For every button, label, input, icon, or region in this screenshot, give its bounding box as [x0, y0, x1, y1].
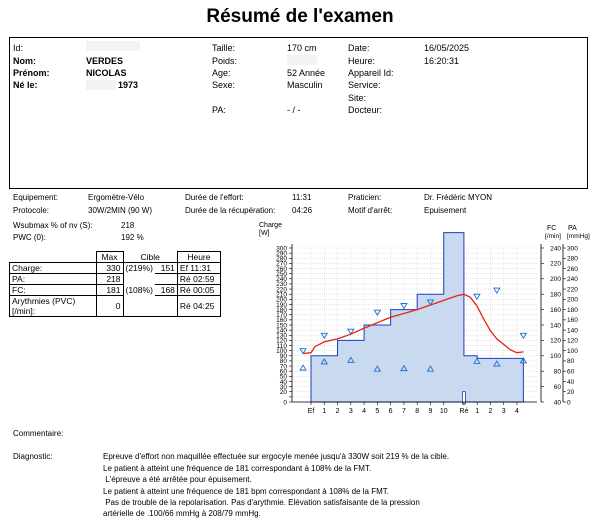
table-row	[10, 296, 221, 317]
left-tick-label: 110	[276, 342, 287, 350]
x-tick-label: 5	[375, 408, 380, 415]
ne-le-label: Né le:	[13, 80, 38, 90]
bp-systolic-marker	[474, 294, 480, 299]
row-heure: Ré 04:25	[177, 296, 220, 317]
left-tick-label: 240	[276, 276, 287, 284]
x-tick-label: 4	[515, 408, 519, 415]
diagnostic-label: Diagnostic:	[13, 452, 53, 461]
redacted-id	[86, 41, 140, 51]
pa-tick-label: 260	[567, 265, 578, 273]
diagnostic-line: Le patient à atteint une fréquence de 181 bpm correspondant à 108% de la FMT.	[103, 487, 389, 496]
x-tick-label: 2	[488, 408, 493, 415]
pa-tick-label: 40	[567, 378, 575, 386]
left-axis-title: Charge	[259, 222, 282, 229]
redacted-poids	[287, 55, 317, 65]
taille-value: 170 cm	[287, 43, 317, 53]
left-tick-label: 190	[276, 301, 287, 309]
row-heure: Ré 02:59	[177, 274, 220, 285]
pa-tick-label: 120	[567, 337, 578, 345]
fc-tick-label: 40	[553, 399, 561, 407]
age-value: 52 Année	[287, 68, 326, 78]
table-row	[10, 274, 221, 285]
x-tick-label: Ré	[459, 408, 469, 415]
stats-header-max: Max	[96, 252, 123, 263]
left-tick-label: 20	[279, 389, 287, 397]
stats-header-cible: Cible	[140, 251, 160, 262]
duree-effort-value: 11:31	[292, 193, 312, 202]
left-tick-label: 150	[276, 322, 287, 330]
sexe-value: Masculin	[287, 80, 323, 90]
stats-table	[9, 251, 221, 317]
left-tick-label: 60	[279, 368, 287, 376]
diagnostic-line: L'épreuve a été arrêtée pour épuisement.	[103, 475, 252, 484]
row-label: FC:	[10, 285, 97, 296]
row-cible: 151	[155, 263, 178, 274]
nom-value: VERDES	[86, 56, 124, 66]
row-max: 218	[96, 274, 123, 285]
fc-tick-label: 120	[550, 337, 561, 345]
sexe-label: Sexe:	[212, 80, 236, 90]
praticien-value: Dr. Frédéric MYON	[424, 193, 493, 202]
stats-header-row	[10, 252, 221, 263]
row-pct: (108%)	[125, 285, 153, 295]
table-row	[10, 285, 221, 296]
left-tick-label: 180	[276, 306, 287, 314]
fc-tick-label: 60	[553, 383, 561, 391]
pa-tick-label: 200	[567, 296, 578, 304]
nom-label: Nom:	[13, 56, 36, 66]
diagnostic-line: Pas de trouble de la repolarisation. Pas d'arythmie. Elévation satisfaisante de la pression	[103, 498, 420, 507]
fc-axis-title: FC	[547, 225, 557, 232]
row-max: 330	[96, 263, 123, 274]
diagnostic-line: Epreuve d'effort non maquillée effectuée sur ergocyle menée jusqu'à 330W soit 219 % de la cible.	[103, 452, 450, 461]
pa-tick-label: 240	[567, 276, 578, 284]
pa-tick-label: 160	[567, 317, 578, 325]
ne-le-value: 1973	[118, 80, 139, 90]
redacted-birthdate	[86, 80, 116, 90]
site-label: Site:	[348, 93, 367, 103]
row-pct	[123, 296, 155, 317]
left-tick-label: 140	[276, 327, 287, 335]
x-tick-label: 10	[439, 408, 448, 415]
page-title: Résumé de l'examen	[206, 6, 394, 27]
x-tick-label: 2	[335, 408, 340, 415]
pa-value: - / -	[287, 105, 301, 115]
stats-header-heure: Heure	[177, 252, 220, 263]
wsubmax-value: 218	[121, 221, 135, 230]
praticien-label: Praticien:	[348, 193, 382, 202]
exercise-chart	[255, 218, 595, 423]
left-tick-label: 270	[276, 260, 287, 268]
row-max: 0	[96, 296, 123, 317]
bp-systolic-marker	[520, 333, 526, 338]
fc-tick-label: 160	[550, 306, 561, 314]
left-tick-label: 70	[279, 363, 287, 371]
left-tick-label: 280	[276, 255, 287, 263]
x-tick-label: 6	[388, 408, 393, 415]
left-tick-label: 30	[279, 383, 287, 391]
fc-tick-label: 220	[550, 260, 561, 268]
pa-tick-label: 300	[567, 245, 578, 253]
fc-tick-label: 100	[550, 353, 561, 361]
motif-value: Epuisement	[424, 206, 467, 215]
row-heure: Ef 11:31	[177, 263, 220, 274]
age-label: Age:	[212, 68, 231, 78]
appareil-label: Appareil Id:	[348, 68, 394, 78]
x-tick-label: 3	[348, 408, 353, 415]
left-tick-label: 130	[276, 332, 287, 340]
left-tick-label: 250	[276, 270, 287, 278]
pa-tick-label: 140	[567, 327, 578, 335]
left-tick-label: 160	[276, 317, 287, 325]
fc-tick-label: 240	[550, 245, 561, 253]
row-heure: Ré 00:05	[177, 285, 220, 296]
left-tick-label: 260	[276, 265, 287, 273]
date-label: Date:	[348, 43, 370, 53]
x-tick-label: 9	[428, 408, 433, 415]
left-tick-label: 50	[279, 373, 287, 381]
left-tick-label: 40	[279, 378, 287, 386]
pwc-value: 192 %	[121, 233, 144, 242]
pa-tick-label: 180	[567, 306, 578, 314]
fc-axis-unit: [/min]	[545, 233, 561, 240]
pa-tick-label: 220	[567, 286, 578, 294]
left-tick-label: 300	[276, 245, 287, 253]
row-pct	[123, 274, 155, 285]
row-max: 181	[96, 285, 123, 296]
row-cible	[155, 296, 178, 317]
left-tick-label: 290	[276, 250, 287, 258]
pa-tick-label: 100	[567, 347, 578, 355]
pa-tick-label: 20	[567, 389, 575, 397]
taille-label: Taille:	[212, 43, 236, 53]
left-axis-unit: [W]	[259, 230, 270, 237]
pa-axis-title: PA	[568, 225, 577, 232]
x-tick-label: 3	[501, 408, 506, 415]
row-label: Charge:	[10, 263, 97, 274]
x-tick-label: 1	[322, 408, 327, 415]
prenom-value: NICOLAS	[86, 68, 127, 78]
motif-label: Motif d'arrêt:	[348, 206, 393, 215]
pwc-label: PWC (0):	[13, 233, 46, 242]
left-tick-label: 210	[276, 291, 287, 299]
x-tick-label: 8	[415, 408, 420, 415]
protocole-label: Protocole:	[13, 206, 50, 215]
left-tick-label: 220	[276, 286, 287, 294]
table-row	[10, 263, 221, 274]
left-tick-label: 200	[276, 296, 287, 304]
duree-effort-label: Durée de l'effort:	[185, 193, 244, 202]
protocole-value: 30W/2MIN (90 W)	[88, 206, 153, 215]
left-tick-label: 100	[276, 347, 287, 355]
diagnostic-line: artérielle de .100/66 mmHg à 208/79 mmHg.	[103, 509, 261, 518]
left-tick-label: 80	[279, 358, 287, 366]
fc-tick-label: 140	[550, 322, 561, 330]
row-label: PA:	[10, 274, 97, 285]
pa-label: PA:	[212, 105, 226, 115]
left-tick-label: 170	[276, 312, 287, 320]
x-tick-label: 1	[475, 408, 480, 415]
pa-tick-label: 0	[567, 399, 571, 407]
left-tick-label: 230	[276, 281, 287, 289]
left-tick-label: 120	[276, 337, 287, 345]
docteur-label: Docteur:	[348, 105, 383, 115]
duree-recup-label: Durée de la récupération:	[185, 206, 276, 215]
duree-recup-value: 04:26	[292, 206, 313, 215]
id-label: Id:	[13, 43, 24, 53]
fc-tick-label: 80	[553, 368, 561, 376]
row-label: Arythmies (PVC)[/min]:	[10, 296, 97, 317]
commentaire-label: Commentaire:	[13, 429, 64, 438]
diagnostic-line: Le patient à atteint une fréquence de 181 correspondant à 108% de la FMT.	[103, 464, 372, 473]
fc-tick-label: 180	[550, 291, 561, 299]
equipement-value: Ergomètre-Vélo	[88, 193, 145, 202]
x-tick-label: 4	[362, 408, 367, 415]
heure-label: Heure:	[348, 56, 376, 66]
heure-value: 16:20:31	[424, 56, 460, 66]
fc-tick-label: 200	[550, 276, 561, 284]
x-tick-label: Ef	[307, 408, 315, 415]
left-tick-label: 90	[279, 353, 287, 361]
date-value: 16/05/2025	[424, 43, 470, 53]
pa-tick-label: 60	[567, 368, 575, 376]
row-pct: (219%)	[123, 263, 155, 274]
wsubmax-label: Wsubmax % of nv (S):	[13, 221, 93, 230]
row-cible: 168	[155, 285, 178, 296]
pa-tick-label: 80	[567, 358, 575, 366]
poids-label: Poids:	[212, 56, 238, 66]
left-tick-label: 0	[283, 399, 287, 407]
row-cible	[155, 274, 178, 285]
equipement-label: Equipement:	[13, 193, 58, 202]
pa-tick-label: 280	[567, 255, 578, 263]
stats-header-empty	[10, 252, 97, 263]
prenom-label: Prénom:	[13, 68, 50, 78]
x-tick-label: 7	[401, 408, 406, 415]
pa-axis-unit: [mmHg]	[567, 233, 590, 240]
service-label: Service:	[348, 80, 381, 90]
